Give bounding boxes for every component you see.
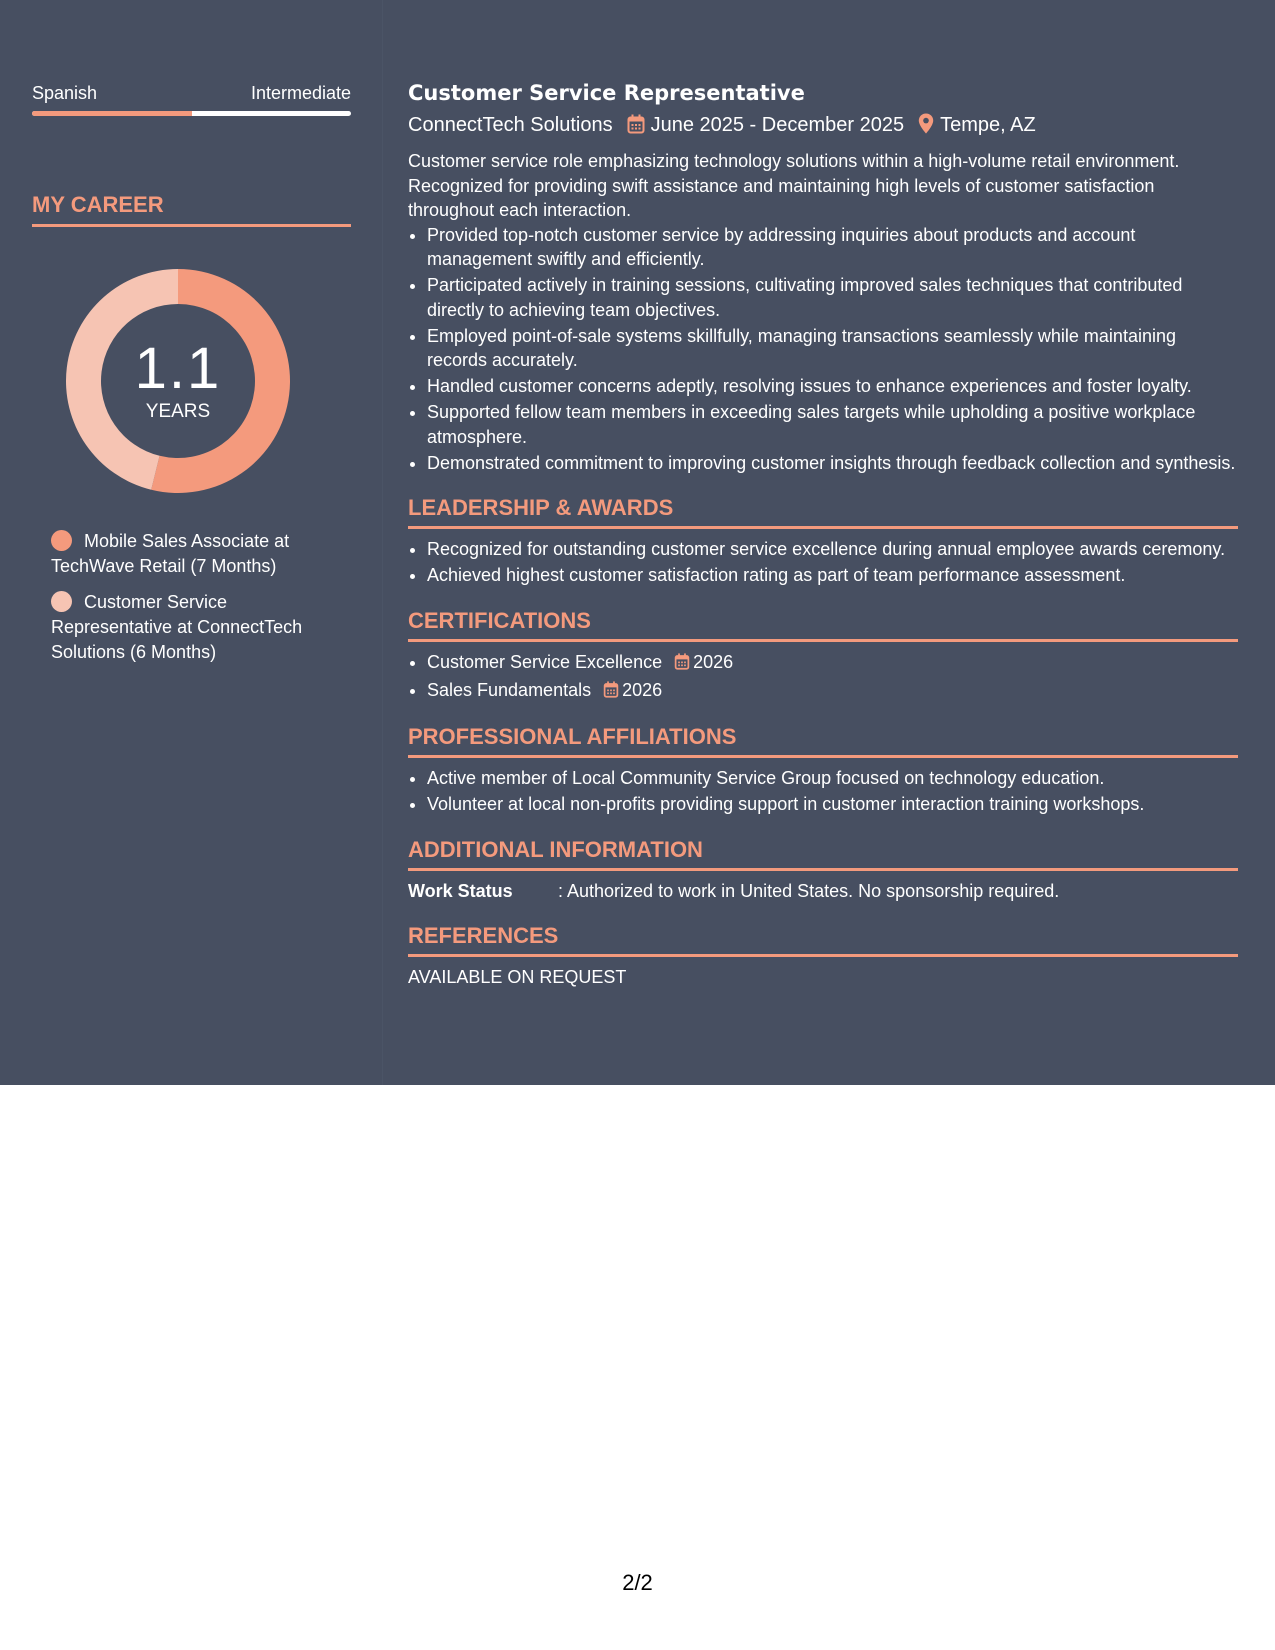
donut-center [66, 269, 290, 493]
career-heading: MY CAREER [32, 190, 351, 227]
language-level: Intermediate [250, 83, 351, 103]
list-item: • Participated actively in training sessions, cultivating improved sales techniques that contributed directly to achieving team objectives. [427, 273, 1238, 322]
list-item: • Recognized for outstanding customer service excellence during annual employee awards ceremony. [427, 537, 1238, 562]
list-item: • Volunteer at local non-profits providing support in customer interaction training workshops. [427, 792, 1238, 817]
job-title: Customer Service Representative [408, 81, 805, 105]
certification-name: Customer Service Excellence [427, 651, 663, 672]
list-item: • Supported fellow team members in exceeding sales targets while upholding a positive workplace atmosphere. [427, 400, 1238, 449]
list-item [427, 650, 1238, 677]
calendar-icon [674, 652, 690, 677]
affiliations-list [408, 766, 1238, 817]
legend-dot-icon [51, 530, 72, 551]
list-item: • Demonstrated commitment to improving customer insights through feedback collection and synthesis. [427, 451, 1238, 476]
page-number: 2/2 [622, 1570, 653, 1595]
list-item [427, 678, 1238, 705]
work-status-label: Work Status [408, 880, 513, 901]
career-donut-chart [66, 269, 290, 493]
certification-name: Sales Fundamentals [427, 679, 592, 700]
list-item: • Handled customer concerns adeptly, resolving issues to enhance experiences and foster loyalty. [427, 374, 1238, 399]
job-meta [408, 110, 1238, 143]
job-dates: June 2025 - December 2025 [650, 114, 905, 136]
legend-label: Customer Service Representative at ConnectTech Solutions (6 Months) [51, 592, 303, 662]
language-proficiency-fill [32, 111, 192, 116]
language-proficiency-bar [32, 111, 351, 116]
references-heading: REFERENCES [408, 921, 1238, 957]
experience-total-unit: YEARS [145, 401, 211, 422]
awards-list [408, 537, 1238, 588]
list-item: • Active member of Local Community Service Group focused on technology education. [427, 766, 1238, 791]
job-location: Tempe, AZ [940, 114, 1036, 136]
job-bullets [408, 223, 1238, 476]
list-item: • Achieved highest customer satisfaction rating as part of team performance assessment. [427, 563, 1238, 588]
language-row [32, 80, 351, 106]
legend-item [51, 529, 341, 579]
career-legend [51, 529, 341, 665]
sidebar [32, 80, 351, 676]
calendar-icon [603, 680, 619, 705]
list-item: • Provided top-notch customer service by addressing inquiries about products and account management swiftly and efficiently. [427, 223, 1238, 272]
legend-dot-icon [51, 591, 72, 612]
experience-total-value: 1.1 [134, 336, 222, 401]
legend-label: Mobile Sales Associate at TechWave Retail (7 Months) [51, 531, 290, 576]
legend-item [51, 590, 341, 665]
work-status-value: : Authorized to work in United States. No sponsorship required. [558, 880, 1060, 901]
job-summary: Customer service role emphasizing technology solutions within a high-volume retail environment. Recognized for providing swift assistance and maintaining high levels of customer satisfaction throughout each interaction. [408, 151, 1180, 220]
main-column [408, 78, 1238, 990]
list-item: • Employed point-of-sale systems skillfully, managing transactions seamlessly while maintaining records accurately. [427, 324, 1238, 373]
references-text: AVAILABLE ON REQUEST [408, 967, 627, 987]
awards-heading: LEADERSHIP & AWARDS [408, 493, 1238, 529]
job-company: ConnectTech Solutions [408, 114, 613, 136]
work-status-row [408, 879, 1238, 904]
certifications-list [408, 650, 1238, 705]
affiliations-heading: PROFESSIONAL AFFILIATIONS [408, 722, 1238, 758]
certifications-heading: CERTIFICATIONS [408, 606, 1238, 642]
certification-year: 2026 [622, 679, 663, 700]
map-pin-icon [918, 113, 934, 143]
language-name: Spanish [32, 83, 98, 103]
calendar-icon [627, 113, 645, 143]
certification-year: 2026 [693, 651, 734, 672]
column-divider [382, 0, 383, 1085]
additional-info-heading: ADDITIONAL INFORMATION [408, 835, 1238, 871]
